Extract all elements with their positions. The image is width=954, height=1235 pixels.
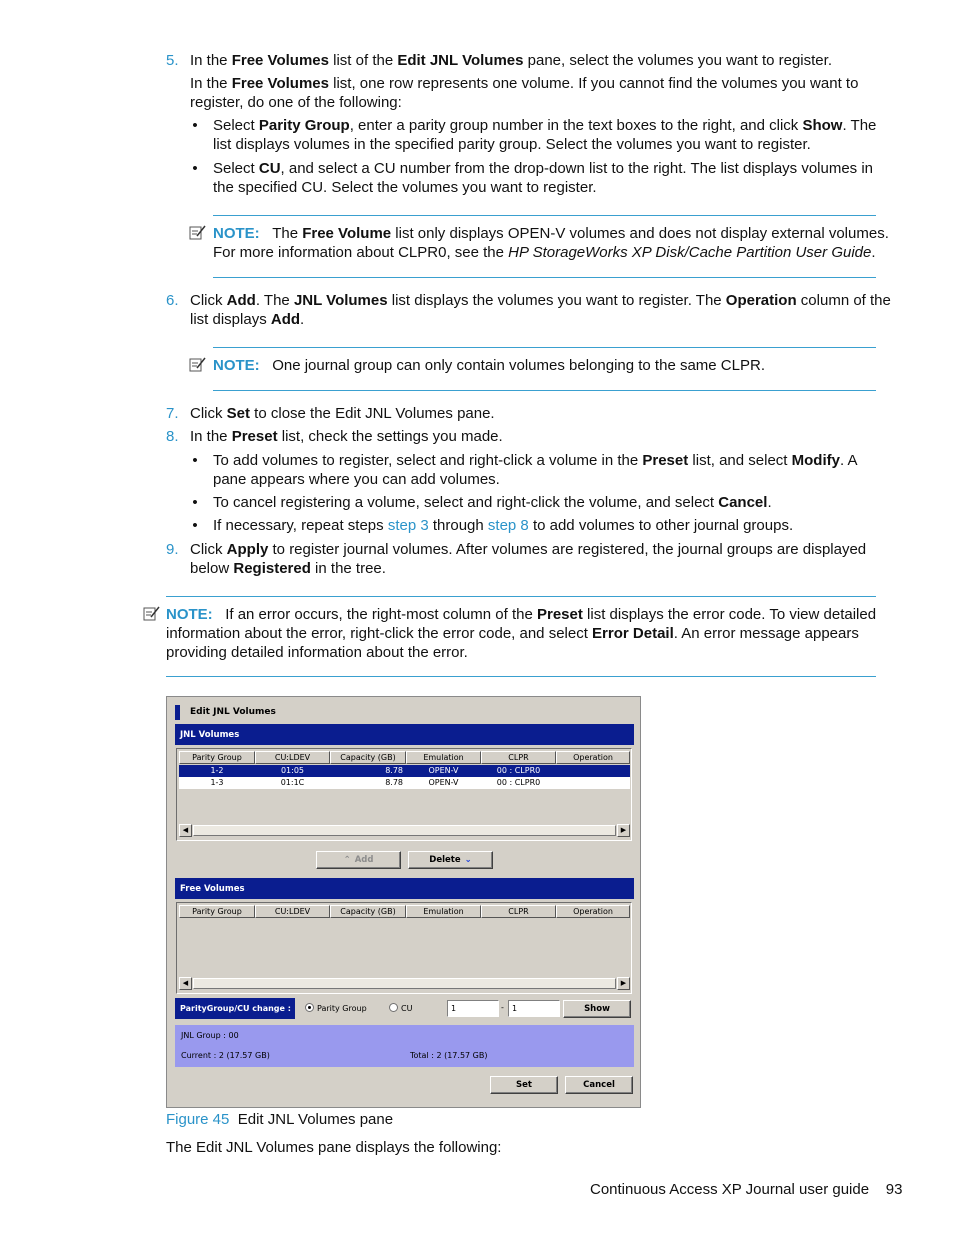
note-rule-bottom xyxy=(166,676,876,677)
table-row[interactable] xyxy=(179,777,630,789)
jnl-table-header xyxy=(179,751,630,764)
cell-emulation: OPEN-V xyxy=(428,778,459,787)
free-volumes-bar: Free Volumes xyxy=(175,878,634,899)
add-label: Add xyxy=(354,855,374,865)
jnl-group-label: JNL Group : 00 xyxy=(181,1031,239,1040)
step-9-text: Click Apply to register journal volumes. After volumes are registered, the journal groups are displayed below Registered in the tree. xyxy=(190,541,867,577)
figure-caption xyxy=(166,1110,393,1129)
radio-parity-group[interactable] xyxy=(305,1003,367,1014)
cell-emulation: OPEN-V xyxy=(428,766,459,775)
note-icon xyxy=(189,225,206,240)
col-parity-group[interactable]: Parity Group xyxy=(179,751,255,764)
add-button[interactable] xyxy=(316,851,401,869)
note-icon xyxy=(189,357,206,372)
bullet-dot: • xyxy=(192,452,198,469)
note-rule-top xyxy=(213,215,876,216)
cell-clpr: 00 : CLPR0 xyxy=(496,778,541,787)
footer-title: Continuous Access XP Journal user guide xyxy=(590,1181,870,1198)
radio-cu-label: CU xyxy=(401,1004,413,1013)
title-marker xyxy=(175,705,180,720)
note-rule-bottom xyxy=(213,390,876,391)
step-8-link[interactable]: step 8 xyxy=(487,517,529,534)
col-emulation[interactable]: Emulation xyxy=(406,905,481,918)
parity-group-field-1[interactable]: 1 xyxy=(447,1000,499,1017)
note-icon xyxy=(143,606,160,621)
cell-cu-ldev: 01:1C xyxy=(280,778,305,787)
footer xyxy=(590,1180,902,1199)
step-6-note: NOTE: One journal group can only contain volumes belonging to the same CLPR. xyxy=(213,357,765,374)
double-chevron-down-icon: ⌄ xyxy=(464,855,472,865)
radio-parity-group-label: Parity Group xyxy=(317,1004,367,1013)
parity-group-field-2[interactable]: 1 xyxy=(508,1000,560,1017)
free-horizontal-scrollbar[interactable] xyxy=(179,977,630,990)
step-6-number: 6. xyxy=(166,292,179,309)
step-7-number: 7. xyxy=(166,405,179,422)
page-number: 93 xyxy=(885,1181,903,1198)
table-row[interactable] xyxy=(179,765,630,777)
cancel-button[interactable]: Cancel xyxy=(565,1076,633,1094)
delete-label: Delete xyxy=(429,855,461,865)
step-9-number: 9. xyxy=(166,541,179,558)
step-7-text: Click Set to close the Edit JNL Volumes pane. xyxy=(190,405,495,422)
current-capacity: Current : 2 (17.57 GB) xyxy=(181,1051,270,1060)
col-cu-ldev[interactable]: CU:LDEV xyxy=(255,905,330,918)
radio-selected-icon xyxy=(305,1003,314,1012)
step-8-number: 8. xyxy=(166,428,179,445)
step-5-text: In the Free Volumes list of the Edit JNL Volumes pane, select the volumes you want to register. xyxy=(190,52,832,69)
bullet-dot: • xyxy=(192,517,198,534)
cell-parity-group: 1-3 xyxy=(210,778,224,787)
step-8-bullet-2: To cancel registering a volume, select and right-click the volume, and select Cancel. xyxy=(213,494,772,511)
cell-capacity: 8.78 xyxy=(385,766,403,775)
col-cu-ldev[interactable]: CU:LDEV xyxy=(255,751,330,764)
scroll-track[interactable] xyxy=(193,978,616,989)
step-5-bullet-2: Select CU, and select a CU number from the drop-down list to the right. The list displays volumes in the specified CU. Select the volumes you want to register. xyxy=(213,160,874,196)
scroll-left-icon[interactable]: ◀ xyxy=(179,824,192,837)
cell-capacity: 8.78 xyxy=(385,778,403,787)
note-rule-bottom xyxy=(213,277,876,278)
bullet-dot: • xyxy=(192,494,198,511)
bullet-dot: • xyxy=(192,117,198,134)
note-rule-top xyxy=(166,596,876,597)
step-8-bullet-1: To add volumes to register, select and right-click a volume in the Preset list, and select Modify. A pane appears where you can add volumes. xyxy=(213,452,858,488)
show-button[interactable]: Show xyxy=(563,1000,631,1018)
figure-number: Figure 45 xyxy=(166,1111,230,1128)
delete-button[interactable] xyxy=(408,851,493,869)
double-chevron-up-icon: ⌃ xyxy=(343,855,351,865)
scroll-right-icon[interactable]: ▶ xyxy=(617,977,630,990)
col-operation[interactable]: Operation xyxy=(556,751,630,764)
step-8-text: In the Preset list, check the settings you made. xyxy=(190,428,503,445)
step-5-paragraph: In the Free Volumes list, one row represents one volume. If you cannot find the volumes you want to register, do one of the following: xyxy=(190,75,859,111)
step-5-note: NOTE: The Free Volume list only displays OPEN-V volumes and does not display external volumes. For more information about CLPR0, see the HP StorageWorks XP Disk/Cache Partition User Guide. xyxy=(213,225,889,261)
cell-cu-ldev: 01:05 xyxy=(280,766,305,775)
radio-cu[interactable] xyxy=(389,1003,412,1014)
step-5-number: 5. xyxy=(166,52,179,69)
dash-separator: - xyxy=(501,1003,504,1012)
col-operation[interactable]: Operation xyxy=(556,905,630,918)
col-capacity[interactable]: Capacity (GB) xyxy=(330,751,406,764)
jnl-group-info-panel xyxy=(175,1025,634,1067)
pg-cu-change-label: ParityGroup/CU change : xyxy=(175,998,295,1019)
step-6-text: Click Add. The JNL Volumes list displays the volumes you want to register. The Operation column of the list displays Add. xyxy=(190,292,891,328)
cell-operation xyxy=(556,777,630,789)
jnl-volumes-table xyxy=(176,748,632,841)
after-figure-text: The Edit JNL Volumes pane displays the following: xyxy=(166,1139,502,1156)
bullet-dot: • xyxy=(192,160,198,177)
radio-unselected-icon xyxy=(389,1003,398,1012)
set-button[interactable]: Set xyxy=(490,1076,558,1094)
jnl-horizontal-scrollbar[interactable] xyxy=(179,824,630,837)
cell-clpr: 00 : CLPR0 xyxy=(496,766,541,775)
scroll-right-icon[interactable]: ▶ xyxy=(617,824,630,837)
col-clpr[interactable]: CLPR xyxy=(481,905,556,918)
cell-parity-group: 1-2 xyxy=(210,766,224,775)
col-emulation[interactable]: Emulation xyxy=(406,751,481,764)
step-3-link[interactable]: step 3 xyxy=(387,517,429,534)
total-capacity: Total : 2 (17.57 GB) xyxy=(410,1051,488,1060)
main-note: NOTE: If an error occurs, the right-most column of the Preset list displays the error code. To view detailed information about the error, right-click the error code, and select Error Detail. An error message appears providing detailed information about the error. xyxy=(166,606,877,661)
note-rule-top xyxy=(213,347,876,348)
step-5-bullet-1: Select Parity Group, enter a parity group number in the text boxes to the right, and click Show. The list displays volumes in the specified parity group. Select the volumes you want to register. xyxy=(213,117,877,153)
col-parity-group[interactable]: Parity Group xyxy=(179,905,255,918)
figure-title: Edit JNL Volumes pane xyxy=(237,1111,394,1128)
col-clpr[interactable]: CLPR xyxy=(481,751,556,764)
cell-operation xyxy=(556,765,630,777)
pane-title: Edit JNL Volumes xyxy=(190,707,276,717)
step-8-bullet-3: If necessary, repeat steps step 3 through step 8 to add volumes to other journal groups. xyxy=(213,517,794,534)
scroll-left-icon[interactable]: ◀ xyxy=(179,977,192,990)
edit-jnl-volumes-screenshot xyxy=(166,696,641,1108)
scroll-track[interactable] xyxy=(193,825,616,836)
free-volumes-table xyxy=(176,902,632,994)
col-capacity[interactable]: Capacity (GB) xyxy=(330,905,406,918)
free-table-header xyxy=(179,905,630,918)
jnl-volumes-bar: JNL Volumes xyxy=(175,724,634,745)
